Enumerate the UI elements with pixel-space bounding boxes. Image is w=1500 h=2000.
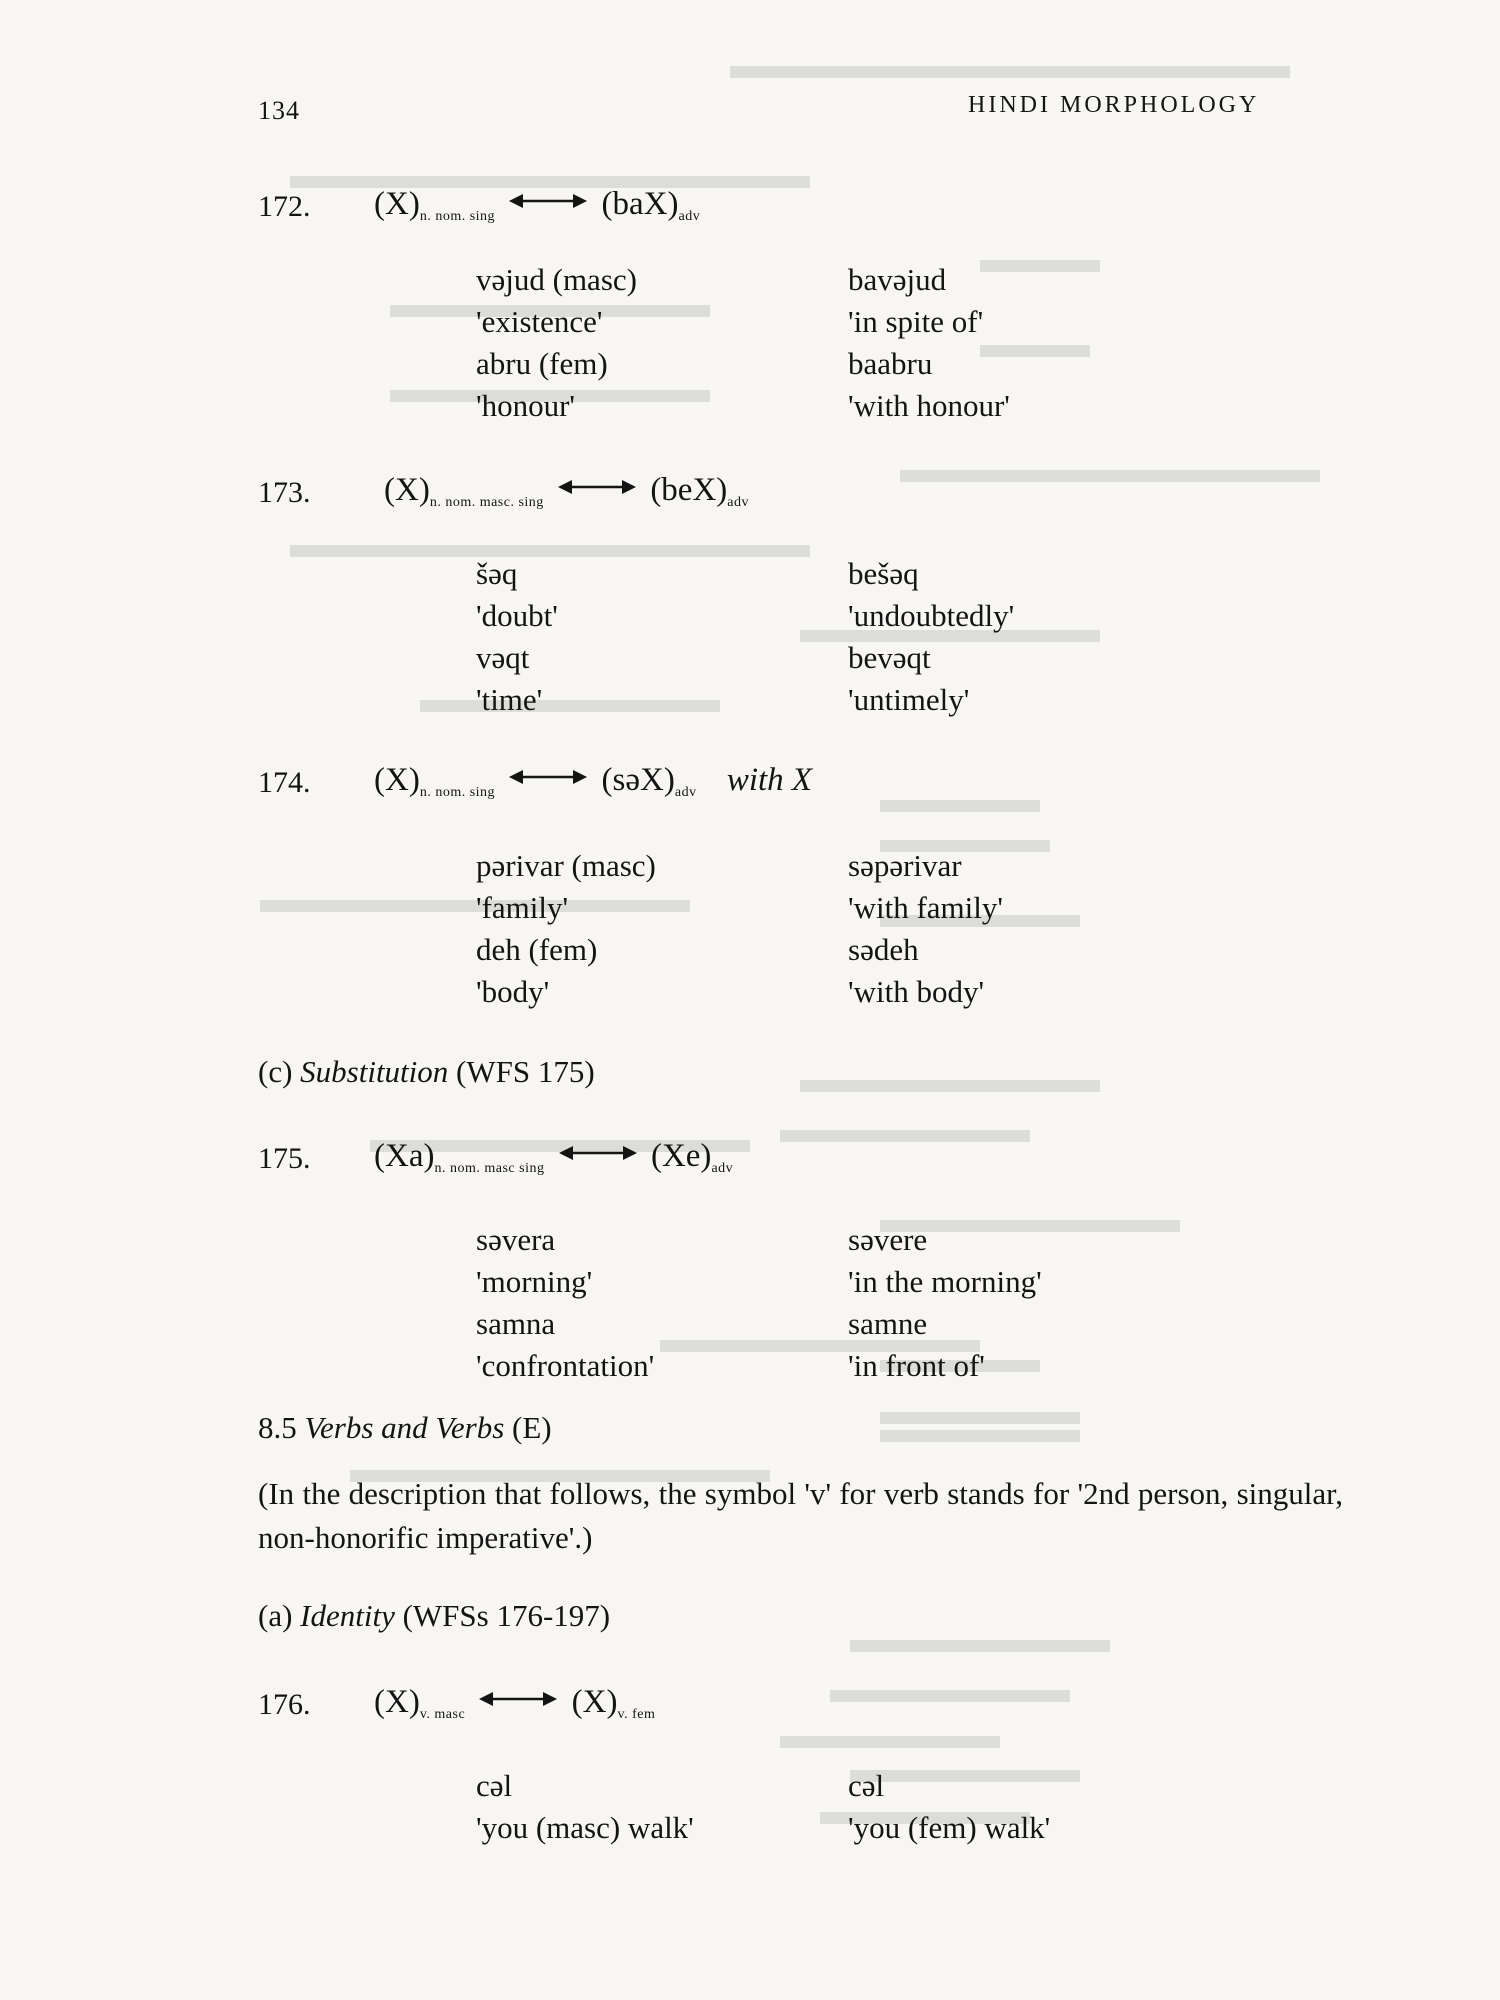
example-left: vəjud (masc) bbox=[476, 262, 637, 297]
example-left: abru (fem) bbox=[476, 346, 608, 381]
page-number: 134 bbox=[258, 96, 300, 125]
example-right: 'untimely' bbox=[848, 682, 970, 717]
formula-right-subscript: adv bbox=[727, 495, 749, 510]
description-paragraph: (In the description that follows, the symbol 'v' for verb stands for '2nd person, singular, non-honorific imperative'.) bbox=[258, 1476, 1343, 1555]
formula-left-subscript: n. nom. sing bbox=[419, 209, 496, 224]
wfs-172-formula bbox=[374, 186, 700, 225]
wfs-176-number: 176. bbox=[258, 1688, 311, 1721]
formula-left-base: (Xa) bbox=[374, 1138, 435, 1174]
formula-left-base: (X) bbox=[374, 186, 420, 222]
section-ref: (WFS 175) bbox=[456, 1054, 595, 1089]
section-ref: (E) bbox=[512, 1410, 552, 1445]
example-right: 'with honour' bbox=[848, 388, 1010, 423]
wfs-174-formula bbox=[374, 762, 812, 801]
example-right: 'you (fem) walk' bbox=[848, 1810, 1051, 1845]
section-label: (a) bbox=[258, 1598, 293, 1633]
formula-left-base: (X) bbox=[384, 472, 430, 508]
formula-tail: with X bbox=[726, 762, 813, 798]
running-head: HINDI MORPHOLOGY bbox=[968, 92, 1260, 118]
section-label: (c) bbox=[258, 1054, 293, 1089]
example-left: deh (fem) bbox=[476, 932, 598, 967]
section-ref: (WFSs 176-197) bbox=[402, 1598, 611, 1633]
section-heading-substitution bbox=[258, 1054, 595, 1090]
example-left: 'time' bbox=[476, 682, 543, 717]
formula-left-subscript: n. nom. masc sing bbox=[434, 1161, 545, 1176]
section-title: Substitution bbox=[300, 1054, 449, 1089]
wfs-173-number: 173. bbox=[258, 476, 311, 509]
formula-right-subscript: adv bbox=[678, 209, 701, 224]
example-left: cəl bbox=[476, 1768, 513, 1803]
wfs-175-formula bbox=[374, 1138, 733, 1177]
example-left: pərivar (masc) bbox=[476, 848, 656, 883]
wfs-176-formula bbox=[374, 1684, 655, 1723]
wfs-173-formula bbox=[384, 472, 749, 511]
example-right: səvere bbox=[848, 1222, 928, 1257]
formula-left-base: (X) bbox=[374, 762, 420, 798]
example-right: cəl bbox=[848, 1768, 885, 1803]
example-left: šəq bbox=[476, 556, 518, 591]
example-right: bešəq bbox=[848, 556, 919, 591]
example-right: sədeh bbox=[848, 932, 919, 967]
section-title: Verbs and Verbs bbox=[304, 1410, 505, 1445]
formula-left-base: (X) bbox=[374, 1684, 420, 1720]
example-left: vəqt bbox=[476, 640, 530, 675]
wfs-172-number: 172. bbox=[258, 190, 311, 223]
section-heading-identity bbox=[258, 1598, 610, 1634]
double-arrow-icon bbox=[559, 1144, 637, 1162]
formula-right-subscript: v. fem bbox=[617, 1707, 656, 1722]
example-right: 'with family' bbox=[848, 890, 1003, 925]
example-left: 'morning' bbox=[476, 1264, 593, 1299]
example-right: 'undoubtedly' bbox=[848, 598, 1015, 633]
example-left: 'confrontation' bbox=[476, 1348, 655, 1383]
example-right: baabru bbox=[848, 346, 933, 381]
section-label: 8.5 bbox=[258, 1410, 297, 1445]
section-heading-verbs bbox=[258, 1410, 552, 1446]
formula-left-subscript: v. masc bbox=[419, 1707, 466, 1722]
example-right: 'with body' bbox=[848, 974, 985, 1009]
example-left: 'you (masc) walk' bbox=[476, 1810, 694, 1845]
formula-right-base: (beX) bbox=[650, 472, 728, 508]
example-right: bevəqt bbox=[848, 640, 931, 675]
double-arrow-icon bbox=[558, 478, 636, 496]
formula-left-subscript: n. nom. sing bbox=[419, 785, 496, 800]
example-right: 'in the morning' bbox=[848, 1264, 1042, 1299]
formula-right-base: (Xe) bbox=[650, 1138, 712, 1174]
formula-right-base: (baX) bbox=[601, 186, 679, 222]
formula-right-subscript: adv bbox=[711, 1161, 734, 1176]
example-left: samna bbox=[476, 1306, 556, 1341]
formula-left-subscript: n. nom. masc. sing bbox=[429, 495, 544, 510]
example-right: 'in front of' bbox=[848, 1348, 985, 1383]
section-title: Identity bbox=[300, 1598, 395, 1633]
example-left: 'family' bbox=[476, 890, 569, 925]
example-left: 'body' bbox=[476, 974, 550, 1009]
example-right: samne bbox=[848, 1306, 928, 1341]
wfs-174-number: 174. bbox=[258, 766, 311, 799]
double-arrow-icon bbox=[509, 192, 587, 210]
example-right: 'in spite of' bbox=[848, 304, 984, 339]
example-left: 'honour' bbox=[476, 388, 575, 423]
example-left: 'doubt' bbox=[476, 598, 558, 633]
formula-right-subscript: adv bbox=[674, 785, 697, 800]
double-arrow-icon bbox=[509, 768, 587, 786]
formula-right-base: (X) bbox=[571, 1684, 618, 1720]
double-arrow-icon bbox=[479, 1690, 557, 1708]
example-right: səpərivar bbox=[848, 848, 962, 883]
example-left: 'existence' bbox=[476, 304, 603, 339]
example-left: səvera bbox=[476, 1222, 556, 1257]
example-right: bavəjud bbox=[848, 262, 947, 297]
wfs-175-number: 175. bbox=[258, 1142, 311, 1175]
formula-right-base: (səX) bbox=[601, 762, 675, 798]
